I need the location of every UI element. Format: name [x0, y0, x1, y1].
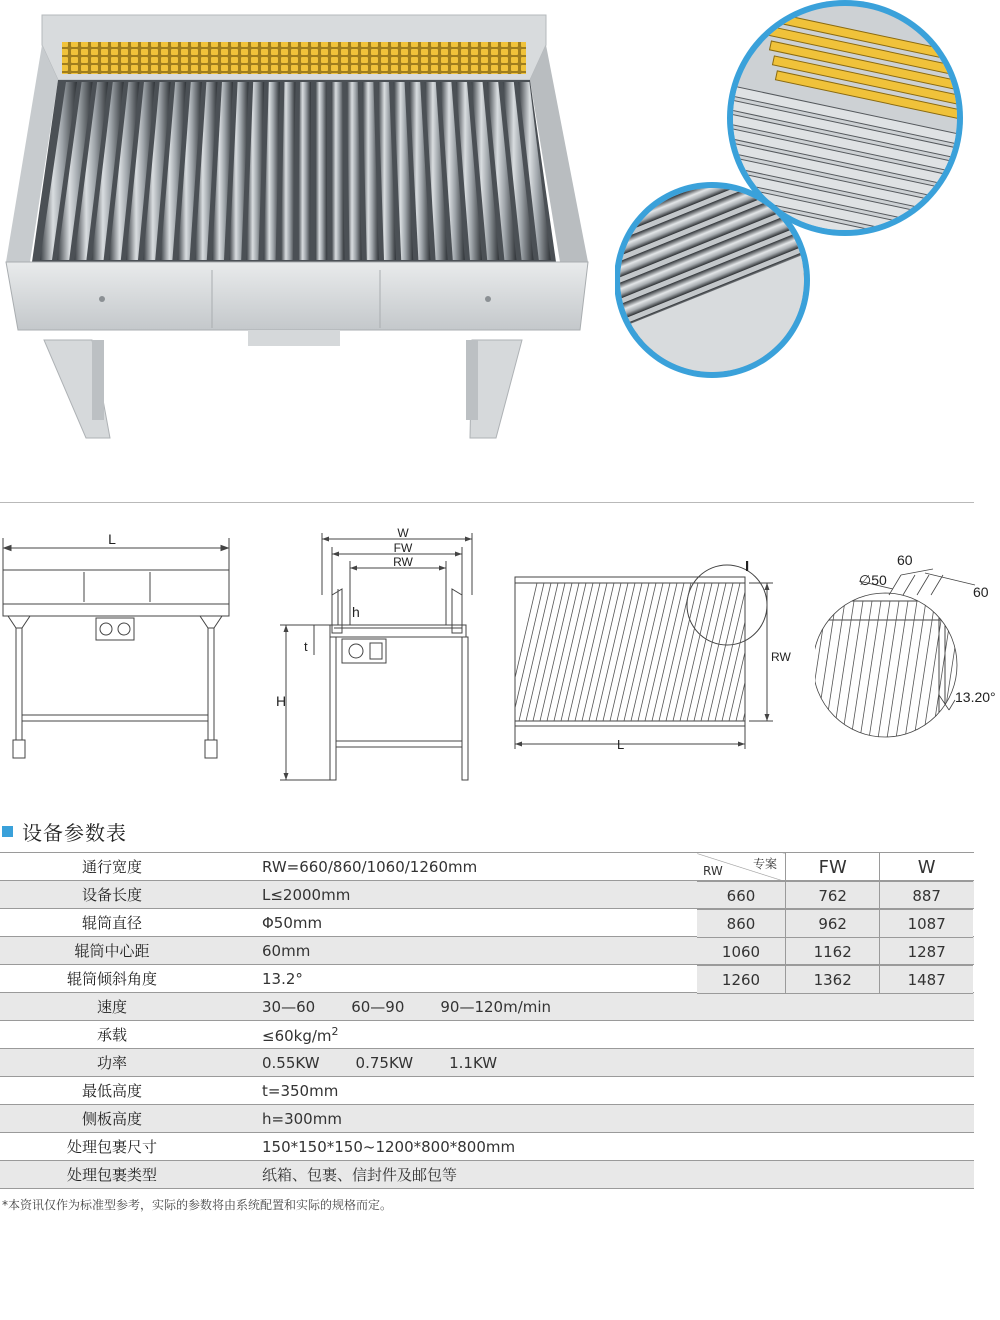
param-label: 设备长度: [0, 881, 224, 909]
size-row: [697, 910, 973, 938]
size-table: [697, 852, 973, 994]
side-view-l-label: L: [108, 531, 116, 547]
param-row: [0, 1021, 974, 1049]
param-value-option: 60—90: [351, 997, 405, 1016]
param-label: 处理包裹尺寸: [0, 1133, 224, 1161]
side-view-drawing: [0, 530, 235, 765]
param-row: [0, 993, 974, 1021]
param-value-option: 0.55KW: [262, 1053, 320, 1072]
size-head-zj: 专案: [752, 857, 777, 871]
param-value-option: 0.75KW: [355, 1053, 414, 1072]
detail-pitch-b-label: 60: [973, 584, 989, 600]
front-view-fw-label: FW: [393, 541, 413, 555]
size-cell: 1487: [880, 966, 973, 994]
size-head-fw: FW: [786, 853, 880, 882]
param-label: 辊筒倾斜角度: [0, 965, 224, 993]
top-view-rw-label: RW: [771, 650, 791, 664]
param-value: [224, 1077, 974, 1105]
param-value-text: 60mm: [262, 941, 311, 960]
param-label: 侧板高度: [0, 1105, 224, 1133]
section-divider: [0, 502, 974, 503]
size-row: [697, 882, 973, 910]
param-label: 辊筒中心距: [0, 937, 224, 965]
param-value-text: 13.2°: [262, 969, 303, 988]
param-value: [224, 993, 974, 1021]
front-view-rw-label: RW: [393, 555, 413, 569]
param-value-sup: 2: [331, 1024, 339, 1038]
top-view-l-label: L: [617, 737, 625, 752]
param-value-text: h=300mm: [262, 1109, 342, 1128]
param-value-text: t=350mm: [262, 1081, 339, 1100]
param-value: [224, 1133, 974, 1161]
param-value: [224, 1049, 974, 1077]
param-value: [224, 1161, 974, 1189]
front-view-height-label: H: [276, 693, 287, 709]
section-title: 设备参数表: [22, 820, 127, 845]
size-cell: 1362: [786, 966, 880, 994]
front-view-h-small-label: h: [352, 604, 360, 620]
size-row: [697, 938, 973, 966]
detail-view-drawing: [815, 545, 1000, 745]
size-row: [697, 966, 973, 994]
size-cell: 1060: [697, 938, 786, 966]
param-label: 承载: [0, 1021, 224, 1049]
param-value-text: L≤2000mm: [262, 885, 351, 904]
footnote: *本资讯仅作为标准型参考，实际的参数将由系统配置和实际的规格而定。: [2, 1198, 393, 1212]
param-value-text: RW=660/860/1060/1260mm: [262, 857, 478, 876]
param-label: 最低高度: [0, 1077, 224, 1105]
size-table-header: [697, 853, 973, 882]
param-label: 通行宽度: [0, 853, 224, 881]
size-cell: 962: [786, 910, 880, 938]
roller-conveyor-render: [0, 0, 600, 445]
front-view-drawing: [270, 525, 485, 787]
param-value: [224, 1021, 974, 1049]
detail-angle-label: 13.20°: [955, 689, 996, 705]
param-value: [224, 1105, 974, 1133]
size-head-w: W: [880, 853, 973, 882]
roller-detail-circles: [615, 0, 1000, 380]
front-view-w-label: W: [397, 526, 409, 540]
param-value-option: 1.1KW: [449, 1053, 498, 1072]
param-row: [0, 1133, 974, 1161]
detail-diameter-label: ∅50: [859, 572, 887, 588]
size-cell: 887: [880, 882, 973, 910]
param-value-text: 150*150*150~1200*800*800mm: [262, 1137, 516, 1156]
param-row: [0, 1077, 974, 1105]
size-cell: 1260: [697, 966, 786, 994]
param-value-text: ≤60kg/m: [262, 1026, 332, 1045]
size-cell: 860: [697, 910, 786, 938]
param-label: 速度: [0, 993, 224, 1021]
size-table-corner: [697, 853, 786, 882]
param-label: 功率: [0, 1049, 224, 1077]
param-value-text: 纸箱、包裹、信封件及邮包等: [262, 1166, 458, 1184]
param-value-option: 30—60: [262, 997, 316, 1016]
section-header: [2, 818, 127, 844]
param-value-text: Φ50mm: [262, 913, 323, 932]
top-view-drawing: [505, 553, 805, 758]
size-cell: 762: [786, 882, 880, 910]
param-value-option: 90—120m/min: [440, 997, 552, 1016]
param-row: [0, 1049, 974, 1077]
front-view-t-label: t: [304, 639, 308, 654]
detail-pitch-a-label: 60: [897, 552, 913, 568]
param-row: [0, 1105, 974, 1133]
size-cell: 1287: [880, 938, 973, 966]
size-cell: 660: [697, 882, 786, 910]
top-view-detail-mark: I: [745, 558, 750, 575]
size-head-rw: RW: [703, 864, 723, 878]
size-cell: 1162: [786, 938, 880, 966]
param-row: [0, 1161, 974, 1189]
size-cell: 1087: [880, 910, 973, 938]
section-square-icon: [2, 826, 13, 837]
param-label: 处理包裹类型: [0, 1161, 224, 1189]
param-label: 辊筒直径: [0, 909, 224, 937]
